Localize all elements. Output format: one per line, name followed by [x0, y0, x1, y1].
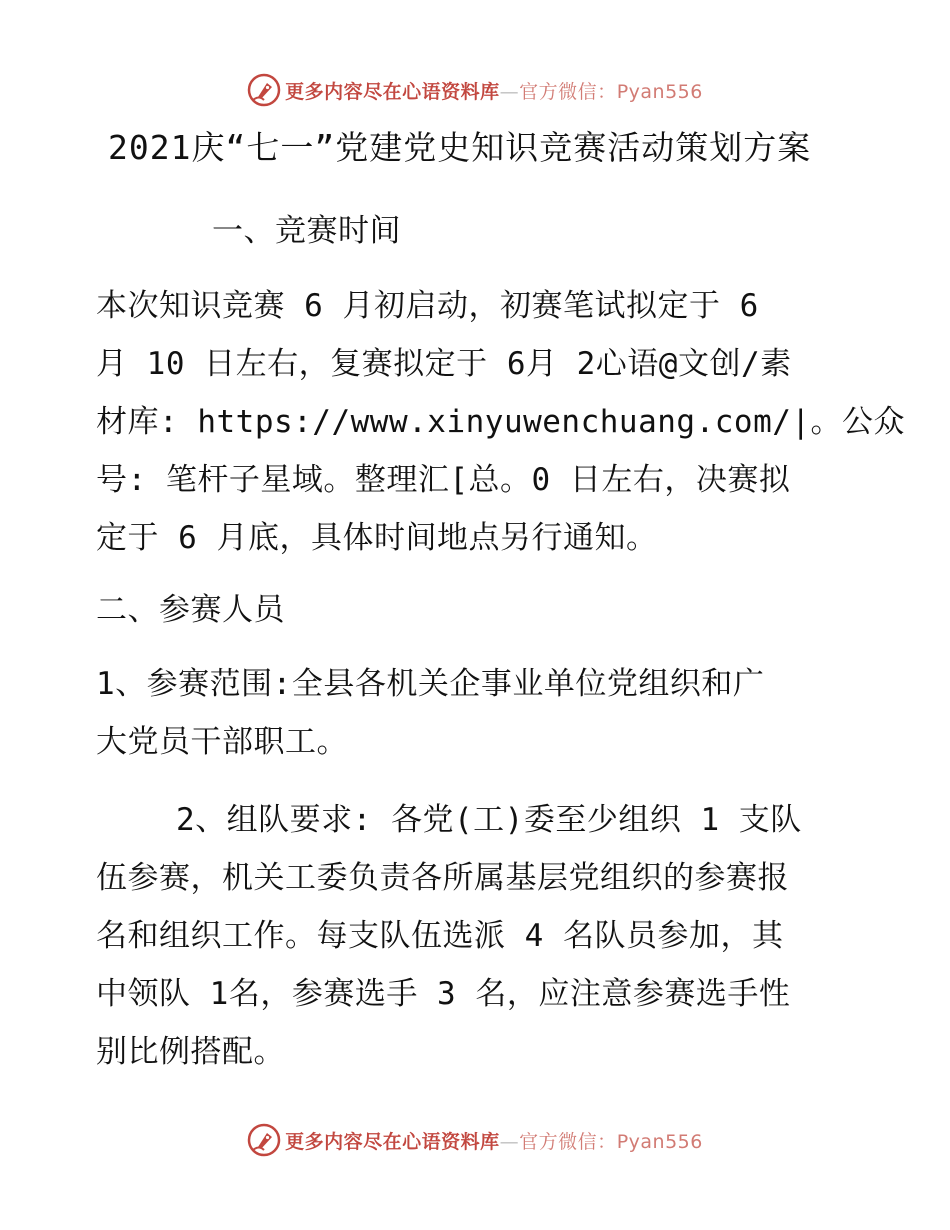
pen-nib-logo-icon: [247, 73, 281, 107]
section1-line: 月 10 日左右，复赛拟定于 6月 2心语@文创/素: [96, 346, 792, 382]
section2-item2-line: 2、组队要求: 各党(工)委至少组织 1 支队: [176, 802, 802, 838]
watermark-separator: —: [499, 1130, 520, 1153]
document-title: 2021庆“七一”党建党史知识竞赛活动策划方案: [108, 128, 812, 167]
watermark-wechat-label: 官方微信：: [519, 80, 617, 103]
watermark-separator: —: [499, 80, 520, 103]
section2-item2-line: 中领队 1名，参赛选手 3 名，应注意参赛选手性: [96, 976, 791, 1012]
watermark-main-text: 更多内容尽在心语资料库: [285, 80, 500, 103]
section1-line: 号: 笔杆子星域。整理汇[总。0 日左右，决赛拟: [96, 462, 791, 498]
watermark-wechat-label: 官方微信：: [519, 1130, 617, 1153]
section2-item2-line: 名和组织工作。每支队伍选派 4 名队员参加，其: [96, 918, 784, 954]
watermark-wechat-id: Pyan556: [616, 1130, 703, 1153]
pen-nib-logo-icon: [247, 1123, 281, 1157]
section2-heading: 二、参赛人员: [96, 592, 285, 628]
section2-item2-line: 伍参赛，机关工委负责各所属基层党组织的参赛报: [96, 860, 789, 896]
section2-item1-line: 1、参赛范围:全县各机关企事业单位党组织和广: [96, 666, 765, 702]
section1-line: 材库: https://www.xinyuwenchuang.com/|。公众: [96, 404, 906, 440]
watermark-main-text: 更多内容尽在心语资料库: [285, 1130, 500, 1153]
section2-item1-line: 大党员干部职工。: [96, 724, 348, 760]
watermark-banner-top: [0, 70, 950, 110]
section1-heading: 一、竞赛时间: [212, 213, 401, 249]
section2-item2-line: 别比例搭配。: [96, 1034, 285, 1070]
section1-line: 本次知识竞赛 6 月初启动，初赛笔试拟定于 6: [96, 288, 759, 324]
section1-line: 定于 6 月底，具体时间地点另行通知。: [96, 520, 658, 556]
watermark-wechat-id: Pyan556: [616, 80, 703, 103]
watermark-banner-bottom: [0, 1120, 950, 1160]
